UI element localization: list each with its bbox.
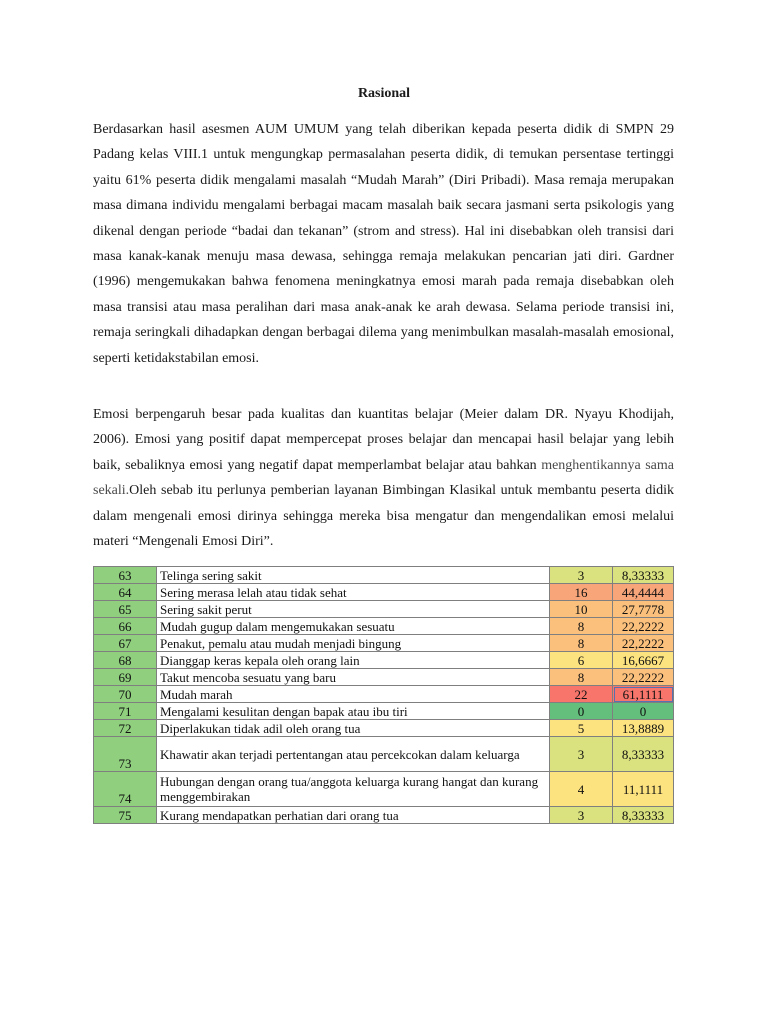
item-number: 67 xyxy=(94,635,157,652)
item-number: 70 xyxy=(94,686,157,703)
item-text: Khawatir akan terjadi pertentangan atau percekcokan dalam keluarga xyxy=(157,737,550,772)
table-row xyxy=(94,737,674,772)
item-text: Takut mencoba sesuatu yang baru xyxy=(157,669,550,686)
item-text: Mudah marah xyxy=(157,686,550,703)
item-count: 5 xyxy=(550,720,613,737)
table-row xyxy=(94,772,674,807)
item-number: 74 xyxy=(94,772,157,807)
item-count: 3 xyxy=(550,807,613,824)
paragraph-emotion-part3: Oleh sebab itu perlunya pemberian layanan Bimbingan Klasikal untuk membantu peserta didik dalam mengenali emosi dirinya sehingga mereka bisa mengatur dan mengendalikan emosi melalui materi “Mengenali Emosi Diri”. xyxy=(93,483,674,550)
item-number: 73 xyxy=(94,737,157,772)
item-number: 68 xyxy=(94,652,157,669)
item-count: 3 xyxy=(550,737,613,772)
item-number: 64 xyxy=(94,584,157,601)
item-text: Telinga sering sakit xyxy=(157,567,550,584)
item-text: Dianggap keras kepala oleh orang lain xyxy=(157,652,550,669)
item-percent: 44,4444 xyxy=(613,584,674,601)
table-row-highlight xyxy=(94,686,674,703)
item-count: 4 xyxy=(550,772,613,807)
item-count: 10 xyxy=(550,601,613,618)
item-percent: 16,6667 xyxy=(613,652,674,669)
item-text: Penakut, pemalu atau mudah menjadi bingung xyxy=(157,635,550,652)
item-percent: 27,7778 xyxy=(613,601,674,618)
table-row xyxy=(94,601,674,618)
item-count: 16 xyxy=(550,584,613,601)
item-count: 6 xyxy=(550,652,613,669)
item-number: 69 xyxy=(94,669,157,686)
table-row xyxy=(94,652,674,669)
item-percent: 22,2222 xyxy=(613,669,674,686)
item-text: Hubungan dengan orang tua/anggota keluarga kurang hangat dan kurang menggembirakan xyxy=(157,772,550,807)
item-percent: 22,2222 xyxy=(613,618,674,635)
table-row xyxy=(94,567,674,584)
item-number: 72 xyxy=(94,720,157,737)
item-percent-selected[interactable]: 61,1111 xyxy=(613,686,674,703)
item-text: Kurang mendapatkan perhatian dari orang tua xyxy=(157,807,550,824)
item-text: Diperlakukan tidak adil oleh orang tua xyxy=(157,720,550,737)
item-text: Mudah gugup dalam mengemukakan sesuatu xyxy=(157,618,550,635)
item-count: 3 xyxy=(550,567,613,584)
paragraph-rationale: Berdasarkan hasil asesmen AUM UMUM yang telah diberikan kepada peserta didik di SMPN 29 Padang kelas VIII.1 untuk mengungkap permasalahan peserta didik, di temukan persentase tertinggi yaitu 61% peserta didik mengalami masalah “Mudah Marah” (Diri Pribadi). Masa remaja merupakan masa dimana individu mengalami berbagai macam masalah baik secara jasmani serta psikologis yang dikenal dengan periode “badai dan tekanan” (strom and stress). Hal ini disebabkan oleh transisi dari masa kanak-kanak menuju masa dewasa, sehingga remaja melakukan pencarian jati diri. Gardner (1996) mengemukakan bahwa fenomena meningkatnya emosi marah pada remaja disebabkan oleh masa transisi atau masa peralihan dari masa anak-anak ke arah dewasa. Selama periode transisi ini, remaja seringkali dihadapkan dengan berbagai dilema yang menimbulkan masalah-masalah emosional, seperti ketidakstabilan emosi. xyxy=(93,122,674,366)
item-count: 22 xyxy=(550,686,613,703)
table-row xyxy=(94,669,674,686)
table-row xyxy=(94,807,674,824)
table-row xyxy=(94,618,674,635)
aum-result-table xyxy=(93,566,674,824)
item-count: 8 xyxy=(550,618,613,635)
item-text: Sering merasa lelah atau tidak sehat xyxy=(157,584,550,601)
item-percent: 13,8889 xyxy=(613,720,674,737)
item-number: 63 xyxy=(94,567,157,584)
item-number: 75 xyxy=(94,807,157,824)
table-row xyxy=(94,720,674,737)
item-text: Sering sakit perut xyxy=(157,601,550,618)
item-percent: 22,2222 xyxy=(613,635,674,652)
table-row xyxy=(94,703,674,720)
item-percent: 0 xyxy=(613,703,674,720)
item-percent: 8,33333 xyxy=(613,807,674,824)
item-number: 71 xyxy=(94,703,157,720)
item-number: 66 xyxy=(94,618,157,635)
item-count: 8 xyxy=(550,669,613,686)
item-number: 65 xyxy=(94,601,157,618)
item-percent: 8,33333 xyxy=(613,567,674,584)
item-count: 8 xyxy=(550,635,613,652)
paragraph-emotion-part2: menghentikannya sama sekali. xyxy=(93,457,675,499)
item-percent: 8,33333 xyxy=(613,737,674,772)
table-row xyxy=(94,635,674,652)
table-row xyxy=(94,584,674,601)
paragraph-emotion xyxy=(93,402,674,554)
item-text: Mengalami kesulitan dengan bapak atau ibu tiri xyxy=(157,703,550,720)
paragraph-emotion-part1: Emosi berpengaruh besar pada kualitas dan kuantitas belajar (Meier dalam DR. Nyayu Khodijah, 2006). Emosi yang positif dapat mempercepat proses belajar dan mencapai hasil belajar yang lebih baik, sebaliknya emosi yang negatif dapat memperlambat belajar atau bahkan xyxy=(93,407,674,473)
page-title: Rasional xyxy=(357,86,411,101)
item-percent: 11,1111 xyxy=(613,772,674,807)
item-count: 0 xyxy=(550,703,613,720)
